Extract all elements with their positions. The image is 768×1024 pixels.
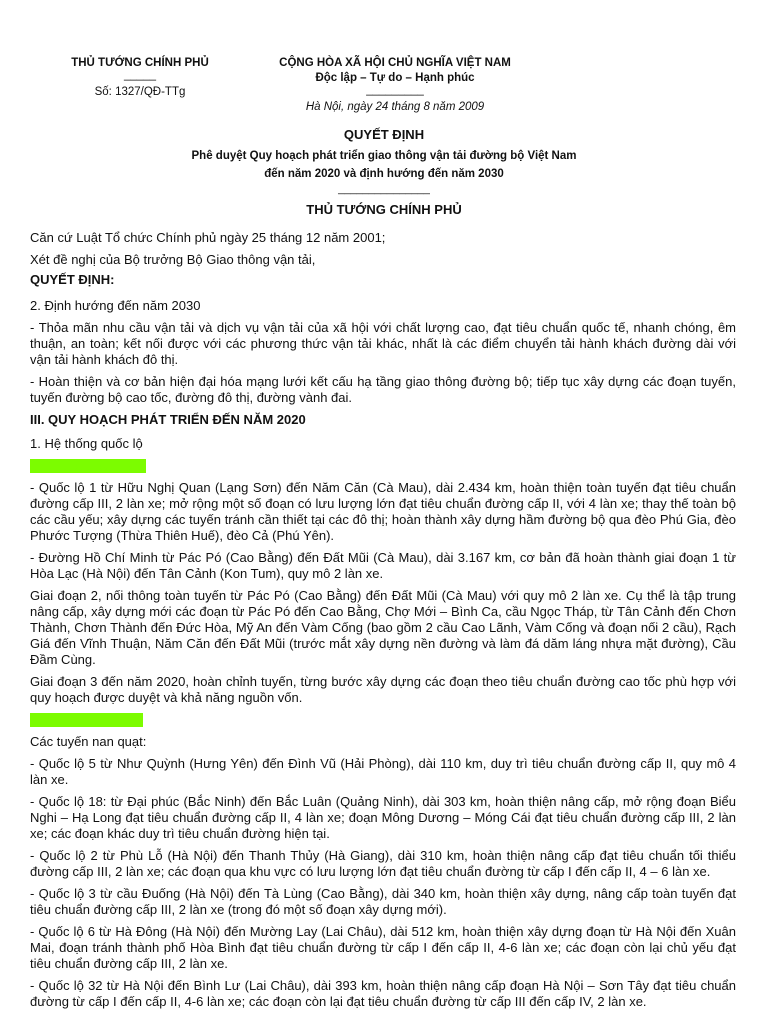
decides-heading: QUYẾT ĐỊNH: bbox=[30, 272, 115, 287]
highlighted-heading-north-south: a. Trục dọc Bắc Nam bbox=[32, 459, 145, 473]
subsection-national-roads: 1. Hệ thống quốc lộ bbox=[30, 436, 143, 451]
paragraph-ql5: - Quốc lộ 5 từ Như Quỳnh (Hưng Yên) đến Đình Vũ (Hải Phòng), dài 110 km, duy trì tiêu chuẩn đường cấp II, quy mô 4 làn xe. bbox=[30, 756, 736, 787]
paragraph-ql18: - Quốc lộ 18: từ Đại phúc (Bắc Ninh) đến Bắc Luân (Quảng Ninh), dài 303 km, hoàn thiện nâng cấp, mở rộng đoạn Biểu Nghi – Hạ Long đạt tiêu chuẩn đường cấp II, 4 làn xe; đoạn Mông Dương – Móng Cái đạt tiêu chuẩn đường cấp III, 2 làn xe; các đoạn khác duy trì tiêu chuẩn đường hiện tại. bbox=[30, 794, 736, 841]
orientation-title: 2. Định hướng đến năm 2030 bbox=[30, 298, 201, 313]
motto: Độc lập – Tự do – Hạnh phúc bbox=[315, 72, 475, 84]
decision-rule: _______________ bbox=[338, 183, 430, 195]
national-header bbox=[260, 56, 530, 115]
authority-heading: THỦ TƯỚNG CHÍNH PHỦ bbox=[306, 202, 462, 217]
paragraph-ql6: - Quốc lộ 6 từ Hà Đông (Hà Nội) đến Mường Lay (Lai Châu), dài 512 km, hoàn thiện xây dựng đoạn từ Hà Nội đến Xuân Mai, đoạn tránh thành phố Hòa Bình đạt tiêu chuẩn đường từ cấp I đến cấp II, 4-6 làn xe; các đoạn còn lại chủ yếu đạt tiêu chuẩn đường cấp III, 2 làn xe. bbox=[30, 924, 736, 971]
highlighted-heading-northern: b. Khu vực phía Bắc bbox=[32, 713, 141, 727]
motto-rule: _________ bbox=[366, 84, 424, 96]
country-title: CỘNG HÒA XÃ HỘI CHỦ NGHĨA VIỆT NAM bbox=[279, 57, 511, 69]
section-heading: III. QUY HOẠCH PHÁT TRIỂN ĐẾN NĂM 2020 bbox=[30, 412, 306, 427]
basis-law: Căn cứ Luật Tổ chức Chính phủ ngày 25 tháng 12 năm 2001; bbox=[30, 230, 386, 245]
issuer-title: THỦ TƯỚNG CHÍNH PHỦ bbox=[71, 57, 209, 69]
paragraph-ql32: - Quốc lộ 32 từ Hà Nội đến Bình Lư (Lai Châu), dài 393 km, hoàn thiện nâng cấp đoạn Hà Nội – Sơn Tây đạt tiêu chuẩn đường từ cấp I đến cấp II, 4-6 làn xe; các đoạn còn lại đạt tiêu chuẩn đường từ cấp III đến cấp IV, 2 làn xe. bbox=[30, 978, 736, 1009]
paragraph-phase-3: Giai đoạn 3 đến năm 2020, hoàn chỉnh tuyến, từng bước xây dựng các đoạn theo tiêu chuẩn đường cao tốc phù hợp với quy hoạch được duyệt và khả năng nguồn vốn. bbox=[30, 674, 736, 705]
basis-proposal: Xét đề nghị của Bộ trưởng Bộ Giao thông vận tải, bbox=[30, 252, 316, 267]
orientation-paragraph-2: - Hoàn thiện và cơ bản hiện đại hóa mạng lưới kết cấu hạ tầng giao thông đường bộ; tiếp tục xây dựng các đoạn tuyến, tuyến đường bộ cao tốc, đường đô thị, đường vành đai. bbox=[30, 374, 736, 405]
paragraph-hcm-road: - Đường Hồ Chí Minh từ Pác Pó (Cao Bằng) đến Đất Mũi (Cà Mau), dài 3.167 km, cơ bản đã hoàn thành giai đoạn 1 từ Hòa Lạc (Hà Nội) đến Tân Cảnh (Kon Tum), quy mô 2 làn xe. bbox=[30, 550, 736, 581]
document-body bbox=[30, 230, 736, 1016]
paragraph-ql3: - Quốc lộ 3 từ cầu Đuống (Hà Nội) đến Tà Lùng (Cao Bằng), dài 340 km, hoàn thiện xây dựng, nâng cấp toàn tuyến đạt tiêu chuẩn đường cấp III, 2 làn xe (trong đó một số đoạn xây dựng mới). bbox=[30, 886, 736, 917]
paragraph-ql1: - Quốc lộ 1 từ Hữu Nghị Quan (Lạng Sơn) đến Năm Căn (Cà Mau), dài 2.434 km, hoàn thiện toàn tuyến đạt tiêu chuẩn đường cấp III, 2 làn xe; mở rộng một số đoạn có lưu lượng lớn đạt tiêu chuẩn đường cấp II, với 4 làn xe; thay thế toàn bộ các cầu yếu; xây dựng các tuyến tránh cần thiết tại các đô thị; hoàn thành xây dựng hầm đường bộ qua đèo Phú Gia, đèo Phước Tượng (Thừa Thiên Huế), đèo Cả (Phú Yên). bbox=[30, 480, 736, 543]
paragraph-phase-2: Giai đoạn 2, nối thông toàn tuyến từ Pác Pó (Cao Bằng) đến Đất Mũi (Cà Mau) với quy mô 2 làn xe. Cụ thể là tập trung nâng cấp, xây dựng mới các đoạn từ Pác Pó đến Cao Bằng, Chợ Mới – Bình Ca, cầu Ngọc Tháp, từ Tân Cảnh đến Chơn Thành, Chơn Thành đến Đức Hòa, Mỹ An đến Vàm Cống (bao gồm 2 cầu Cao Lãnh, Vàm Cống và đoạn nối 2 cầu), Rạch Giá đến Vĩnh Thuận, Năm Căn đến Đất Mũi (trước mắt xây dựng nền đường và làm đá dăm láng nhựa mặt đường), Cầu Đầm Cùng. bbox=[30, 588, 736, 667]
radial-routes-label: Các tuyến nan quạt: bbox=[30, 734, 147, 749]
document-number: Số: 1327/QĐ-TTg bbox=[94, 86, 186, 98]
decision-subtitle-1: Phê duyệt Quy hoạch phát triển giao thông vận tải đường bộ Việt Nam bbox=[191, 150, 577, 162]
paragraph-ql2: - Quốc lộ 2 từ Phù Lỗ (Hà Nội) đến Thanh Thủy (Hà Giang), dài 310 km, hoàn thiện nâng cấp đạt tiêu chuẩn tối thiểu đường cấp III, 2 làn xe; các đoạn qua khu vực có lưu lượng lớn đạt tiêu chuẩn đường từ cấp I đến cấp II, 4 – 6 làn xe. bbox=[30, 848, 736, 879]
decision-title: QUYẾT ĐỊNH bbox=[343, 127, 425, 142]
decision-heading bbox=[0, 126, 768, 219]
place-date: Hà Nội, ngày 24 tháng 8 năm 2009 bbox=[305, 101, 485, 113]
decision-subtitle-2: đến năm 2020 và định hướng đến năm 2030 bbox=[264, 168, 504, 180]
issuer-block bbox=[40, 56, 240, 100]
issuer-rule: _____ bbox=[124, 69, 156, 81]
orientation-paragraph-1: - Thỏa mãn nhu cầu vận tải và dịch vụ vận tải của xã hội với chất lượng cao, đạt tiêu chuẩn quốc tế, nhanh chóng, êm thuận, an toàn; kết nối được với các phương thức vận tải khác, nhất là các điểm chuyển tải hành khách đường dài với vận tải hành khách đô thị. bbox=[30, 320, 736, 367]
